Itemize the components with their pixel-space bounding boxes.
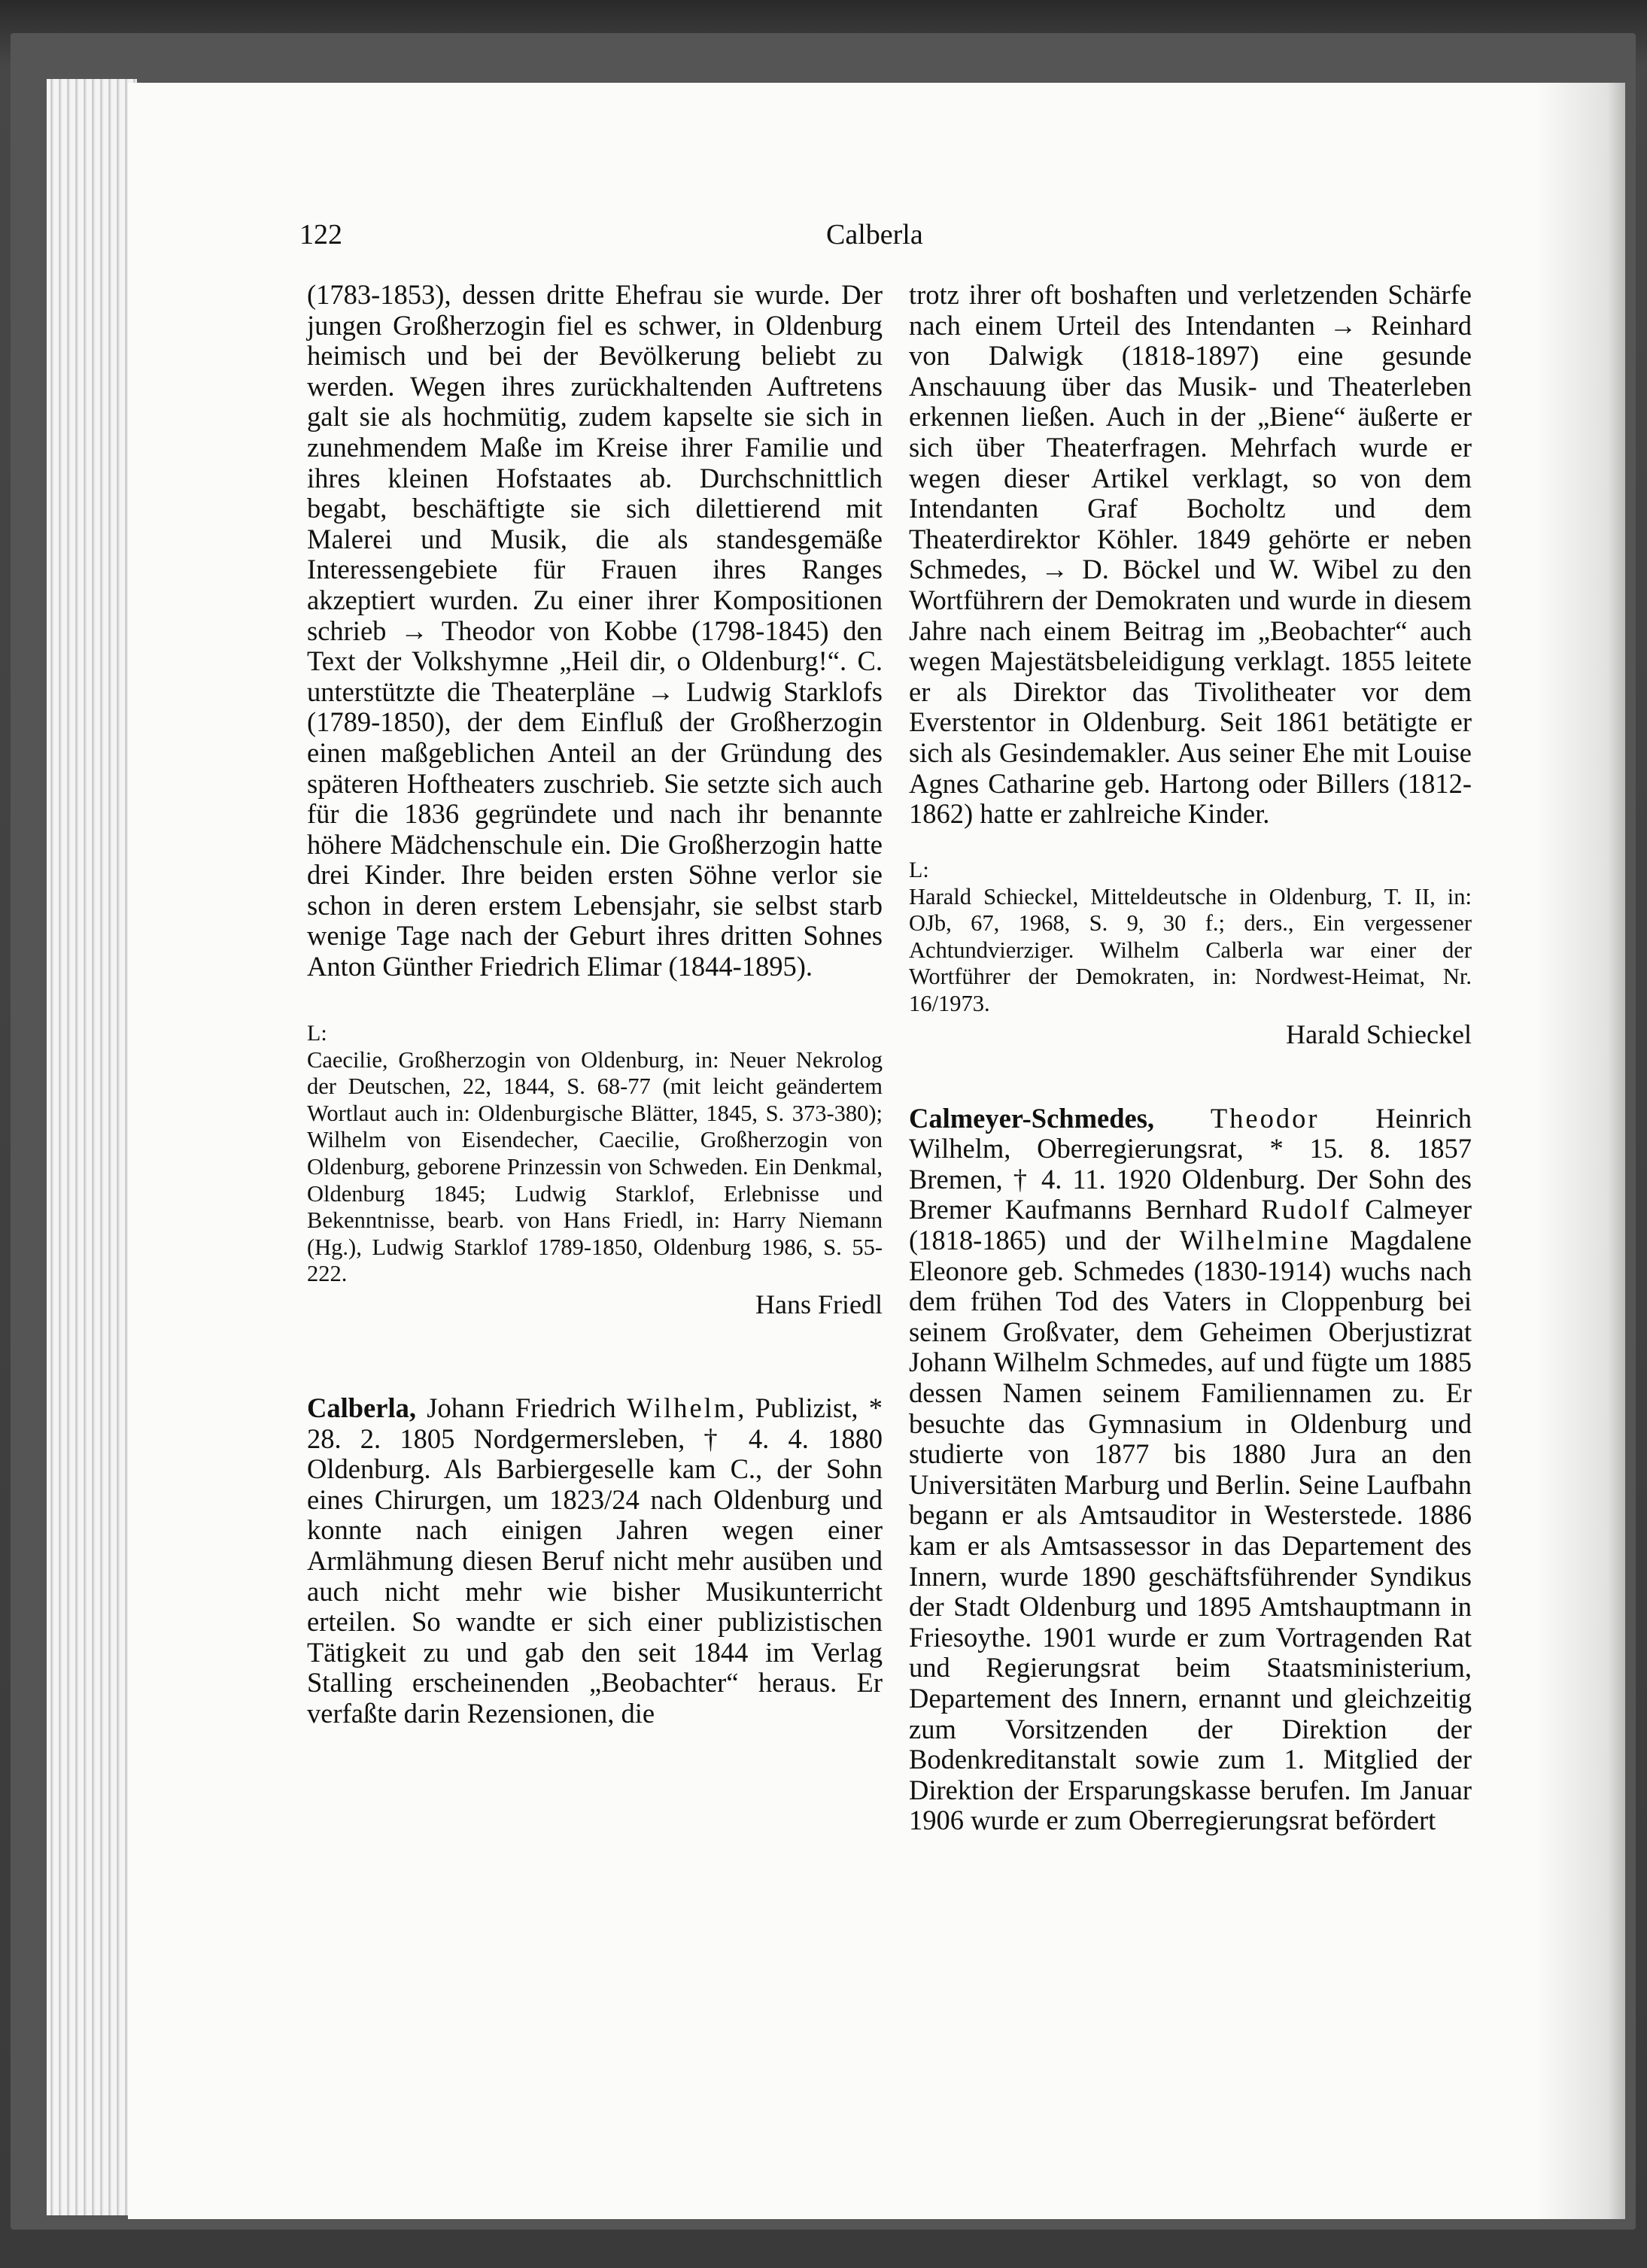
literature-caecilie: Caecilie, Großherzogin von Oldenburg, in: Neuer Nekrolog der Deutschen, 22, 1844, S. 68-77 (mit leicht geändertem Wortlaut auch in: Oldenburgische Blätter, 1845, S. 373-380); Wilhelm von Eisendecher, Caecilie, Großherzogin von Oldenburg, geborene Prinzessin von Schweden. Ein Denkmal, Oldenburg 1845; Ludwig Starklof, Erlebnisse und Bekenntnisse, bearb. von Hans Friedl, in: Harry Niemann (Hg.), Ludwig Starklof 1789-1850, Oldenburg 1986, S. 55-222. — [307, 1046, 883, 1287]
page-stack-edges — [47, 79, 137, 2215]
right-column — [909, 280, 1472, 1836]
entry-calberla-continuation: trotz ihrer oft boshaften und verletzenden Schärfe nach einem Urteil des Intendanten → Reinhard von Dalwigk (1818-1897) eine gesunde Anschauung über das Musik- und Theaterleben erkennen ließen. Auch in der „Biene“ äußerte er sich über Theaterfragen. Mehrfach wurde er wegen dieser Artikel verklagt, so von dem Intendanten Graf Bocholtz und dem Theaterdirektor Köhler. 1849 gehörte er neben Schmedes, → D. Böckel und W. Wibel zu den Wortführern der Demokraten und wurde in diesem Jahre nach einem Beitrag im „Beobachter“ auch wegen Majestätsbeleidigung verklagt. 1855 leitete er als Direktor das Tivolitheater vor dem Everstentor in Oldenburg. Seit 1861 betätigte er sich als Gesindemakler. Aus seiner Ehe mit Louise Agnes Catharine geb. Hartong oder Billers (1812-1862) hatte er zahlreiche Kinder. — [909, 279, 1472, 830]
page-gutter-shadow — [1535, 83, 1625, 2219]
entry-text: Calmeyer (1818-1865) und der — [909, 1194, 1472, 1256]
entry-author-calberla: Harald Schieckel — [1286, 1019, 1472, 1049]
call-name: Wilhelm — [626, 1392, 738, 1423]
call-name: Theodor — [1210, 1102, 1320, 1134]
entry-author-caecilie: Hans Friedl — [755, 1289, 883, 1319]
entry-caecilie-continuation: (1783-1853), dessen dritte Ehefrau sie wurde. Der jungen Großherzogin fiel es schwer, in Oldenburg heimisch und bei der Bevölkerung beliebt zu werden. Wegen ihres zurückhaltenden Auftretens galt sie als hochmütig, zudem kapselte sie sich in zunehmendem Maße im Kreise ihrer Familie und ihres kleinen Hofstaates ab. Durchschnittlich begabt, beschäftigte sie sich dilettierend mit Malerei und Musik, die als standesgemäße Interessengebiete für Frauen ihres Ranges akzeptiert wurden. Zu einer ihrer Kompositionen schrieb → Theodor von Kobbe (1798-1845) den Text der Volkshymne „Heil dir, o Oldenburg!“. C. unterstützte die Theaterpläne → Ludwig Starklofs (1789-1850), der dem Einfluß der Großherzogin einen maßgeblichen Anteil an der Gründung des späteren Hoftheaters zuschrieb. Sie setzte sich auch für die 1836 gegründete und nach ihr benannte höhere Mädchenschule ein. Die Großherzogin hatte drei Kinder. Ihre beiden ersten Söhne verlor sie schon in deren erstem Lebensjahr, sie selbst starb wenige Tage nach der Geburt ihres dritten Sohnes Anton Günther Friedrich Elimar (1844-1895). — [307, 279, 883, 982]
page-number: 122 — [299, 219, 342, 250]
literature-label: L: — [307, 1020, 327, 1046]
entry-text: Magdalene Eleonore geb. Schmedes (1830-1914) wuchs nach dem frühen Tod des Vaters in Cloppenburg bei seinem Großvater, dem Geheimen Oberjustizrat Johann Wilhelm Schmedes, auf und fügte um 1885 dessen Namen seinem Familiennamen zu. Er besuchte das Gymnasium in Oldenburg und studierte von 1877 bis 1880 Jura an den Universitäten Marburg und Berlin. Seine Laufbahn begann er als Amtsauditor in Westerstede. 1886 kam er als Amtsassessor in das Departement des Innern, wurde 1890 geschäftsführender Syndikus der Stadt Oldenburg und 1895 Amtshauptmann in Friesoythe. 1901 wurde er zum Vortragenden Rat und Regierungsrat beim Staatsministerium, Departement des Innern, ernannt und gleichzeitig zum Vorsitzenden der Direktion der Bodenkreditanstalt sowie zum 1. Mitglied der Direktion der Ersparungskasse berufen. Im Januar 1906 wurde er zum Oberregierungsrat befördert — [909, 1225, 1472, 1836]
entry-head-calberla: Calberla, — [307, 1392, 416, 1423]
entry-calberla — [307, 1393, 883, 1729]
entry-calmeyer-schmedes — [909, 1104, 1472, 1836]
entry-details: , Publizist, * 28. 2. 1805 Nordgermersleben, † 4. 4. 1880 Oldenburg. — [307, 1392, 883, 1485]
literature-label: L: — [909, 857, 929, 882]
entry-text: Als Barbiergeselle kam C., der Sohn eines Chirurgen, um 1823/24 nach Oldenburg und konnte nach einigen Jahren wegen einer Armlähmung diesen Beruf nicht mehr ausüben und auch nicht mehr wie bisher Musikunterricht erteilen. So wandte er sich einer publizistischen Tätigkeit zu und gab den seit 1844 im Verlag Stalling erscheinenden „Beobachter“ heraus. Er verfaßte darin Rezensionen, die — [307, 1453, 883, 1729]
running-title: Calberla — [826, 219, 923, 250]
entry-head-calmeyer-schmedes: Calmeyer-Schmedes, — [909, 1102, 1155, 1134]
entry-details: Heinrich Wilhelm, Oberregierungsrat, * 15. 8. 1857 Bremen, † 4. 11. 1920 Oldenburg. — [909, 1102, 1472, 1195]
father-call-name: Rudolf — [1261, 1194, 1351, 1225]
left-column — [307, 280, 883, 1729]
page-header — [299, 218, 1503, 256]
given-names: Johann Friedrich — [427, 1392, 616, 1423]
literature-calberla: Harald Schieckel, Mitteldeutsche in Oldenburg, T. II, in: OJb, 67, 1968, S. 9, 30 f.; ders., Ein vergessener Achtundvierziger. Wilhelm Calberla war einer der Wortführer der Demokraten, in: Nordwest-Heimat, Nr. 16/1973. — [909, 883, 1472, 1017]
mother-call-name: Wilhelmine — [1179, 1225, 1331, 1256]
entry-text: Der Sohn des Bremer Kaufmanns Bernhard — [909, 1163, 1472, 1225]
